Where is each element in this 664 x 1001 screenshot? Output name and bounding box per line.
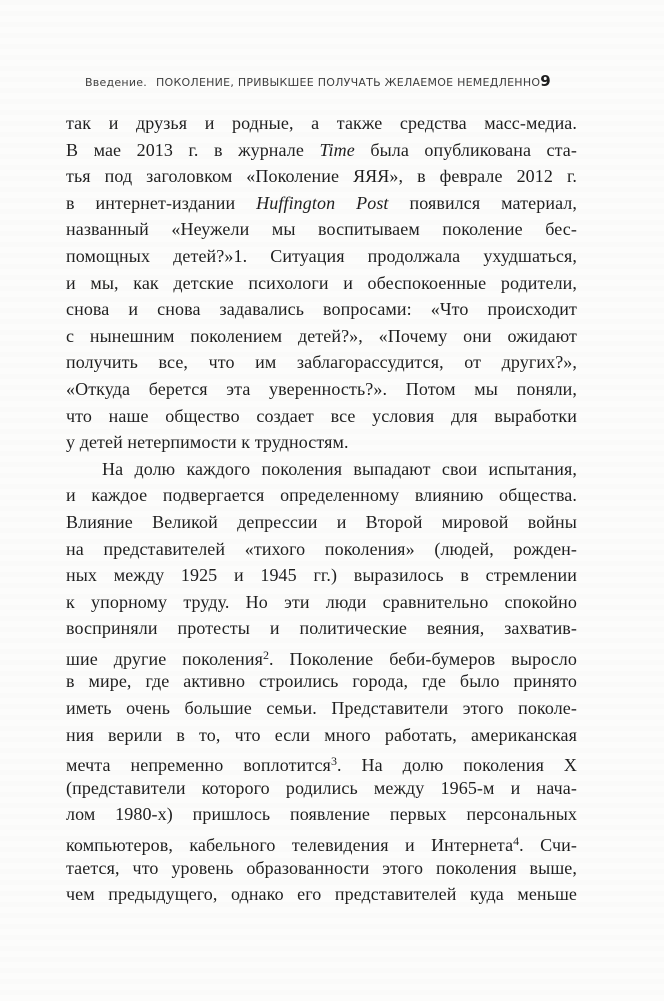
text-segment: что наше общество создает все условия для выработки [66, 405, 577, 426]
text-segment: Time [319, 139, 355, 160]
text-segment: ния верили в то, что если много работать, американская [66, 724, 577, 745]
text-segment: (представители которого родились между 1965-м и нача- [66, 777, 577, 798]
text-segment: «Откуда берется эта уверенность?». Потом мы поняли, [66, 378, 577, 399]
text-segment: тается, что уровень образованности этого поколения выше, [66, 857, 577, 878]
text-segment: компьютеров, кабельного телевидения и Интернета [66, 835, 514, 856]
text-segment: так и друзья и родные, а также средства масс-медиа. [66, 113, 577, 133]
text-line [66, 695, 577, 722]
text-line [66, 243, 577, 270]
text-segment: получить все, что им заблагорассудится, от других?», [66, 352, 577, 373]
text-segment: чем предыдущего, однако его представителей куда меньше [66, 884, 577, 905]
text-segment: тья под заголовком «Поколение ЯЯЯ», в феврале 2012 г. [66, 166, 577, 187]
text-segment: . На долю поколения X [336, 755, 577, 776]
text-line [66, 323, 577, 350]
text-segment: Влияние Великой депрессии и Второй мировой войны [66, 511, 577, 532]
text-line [66, 163, 577, 190]
text-line [66, 589, 577, 616]
text-segment: . Счи- [519, 835, 577, 856]
text-segment: в интернет-издании [66, 192, 257, 213]
footnote-marker: 3 [330, 754, 337, 769]
text-line [66, 668, 577, 695]
text-line [66, 881, 577, 908]
text-segment: на представителей «тихого поколения» (людей, рожден- [66, 538, 577, 559]
text-segment: с нынешним поколением детей?», «Почему они ожидают [66, 325, 577, 346]
text-line [66, 615, 577, 642]
text-segment: у детей нетерпимости к трудностям. [66, 432, 349, 453]
page-body [66, 110, 577, 908]
text-segment: в мире, где активно строились города, где было принято [66, 671, 577, 692]
text-line [66, 642, 577, 669]
text-line [66, 801, 577, 828]
text-line [66, 137, 577, 164]
text-segment: названный «Неужели мы воспитываем поколение бес- [66, 219, 577, 240]
text-segment: появился материал, [388, 192, 577, 213]
text-segment: восприняли протесты и политические веяния, захватив- [66, 618, 577, 639]
text-segment: иметь очень большие семьи. Представители этого поколе- [66, 698, 577, 719]
text-segment: На долю каждого поколения выпадают свои испытания, [102, 458, 577, 479]
text-line [66, 722, 577, 749]
chapter-label: Введение. [85, 76, 148, 89]
text-segment: была опубликована ста- [354, 139, 577, 160]
text-segment: мечта непременно воплотится [66, 755, 331, 776]
text-segment: лом 1980-х) пришлось появление первых персональных [66, 804, 577, 825]
text-segment: шие другие поколения [66, 648, 263, 669]
running-header [85, 72, 551, 90]
footnote-marker: 4 [513, 834, 520, 849]
text-segment: и мы, как детские психологи и обеспокоенные родители, [66, 272, 577, 293]
running-header-text [85, 76, 540, 89]
text-line [66, 216, 577, 243]
text-segment: . Поколение беби-бумеров выросло [268, 648, 577, 669]
text-line [66, 562, 577, 589]
text-line [66, 775, 577, 802]
paragraph-1 [66, 110, 577, 456]
text-segment: снова и снова задавались вопросами: «Что происходит [66, 299, 577, 320]
text-segment: ных между 1925 и 1945 гг.) выразилось в стремлении [66, 565, 577, 586]
text-segment: и каждое подвергается определенному влиянию общества. [66, 485, 577, 506]
text-line [66, 828, 577, 855]
text-line [66, 855, 577, 882]
text-segment: к упорному труду. Но эти люди сравнительно спокойно [66, 591, 577, 612]
text-line [66, 110, 577, 137]
chapter-title: ПОКОЛЕНИЕ, ПРИВЫКШЕЕ ПОЛУЧАТЬ ЖЕЛАЕМОЕ НЕМЕДЛЕННО [156, 76, 541, 89]
paragraph-2 [66, 456, 577, 908]
text-line [66, 748, 577, 775]
text-line [66, 509, 577, 536]
text-segment: помощных детей?»1. Ситуация продолжала ухудшаться, [66, 245, 577, 266]
text-line [66, 349, 577, 376]
text-line [66, 536, 577, 563]
text-line [66, 190, 577, 217]
text-line [66, 270, 577, 297]
text-line [66, 482, 577, 509]
text-line [66, 429, 577, 456]
text-segment: В мае 2013 г. в журнале [66, 139, 320, 160]
text-line [66, 296, 577, 323]
text-line [66, 376, 577, 403]
page-number: 9 [540, 72, 551, 90]
footnote-marker: 2 [262, 647, 269, 662]
text-segment: Huffington Post [256, 192, 389, 213]
text-line [66, 456, 577, 483]
text-line [66, 403, 577, 430]
